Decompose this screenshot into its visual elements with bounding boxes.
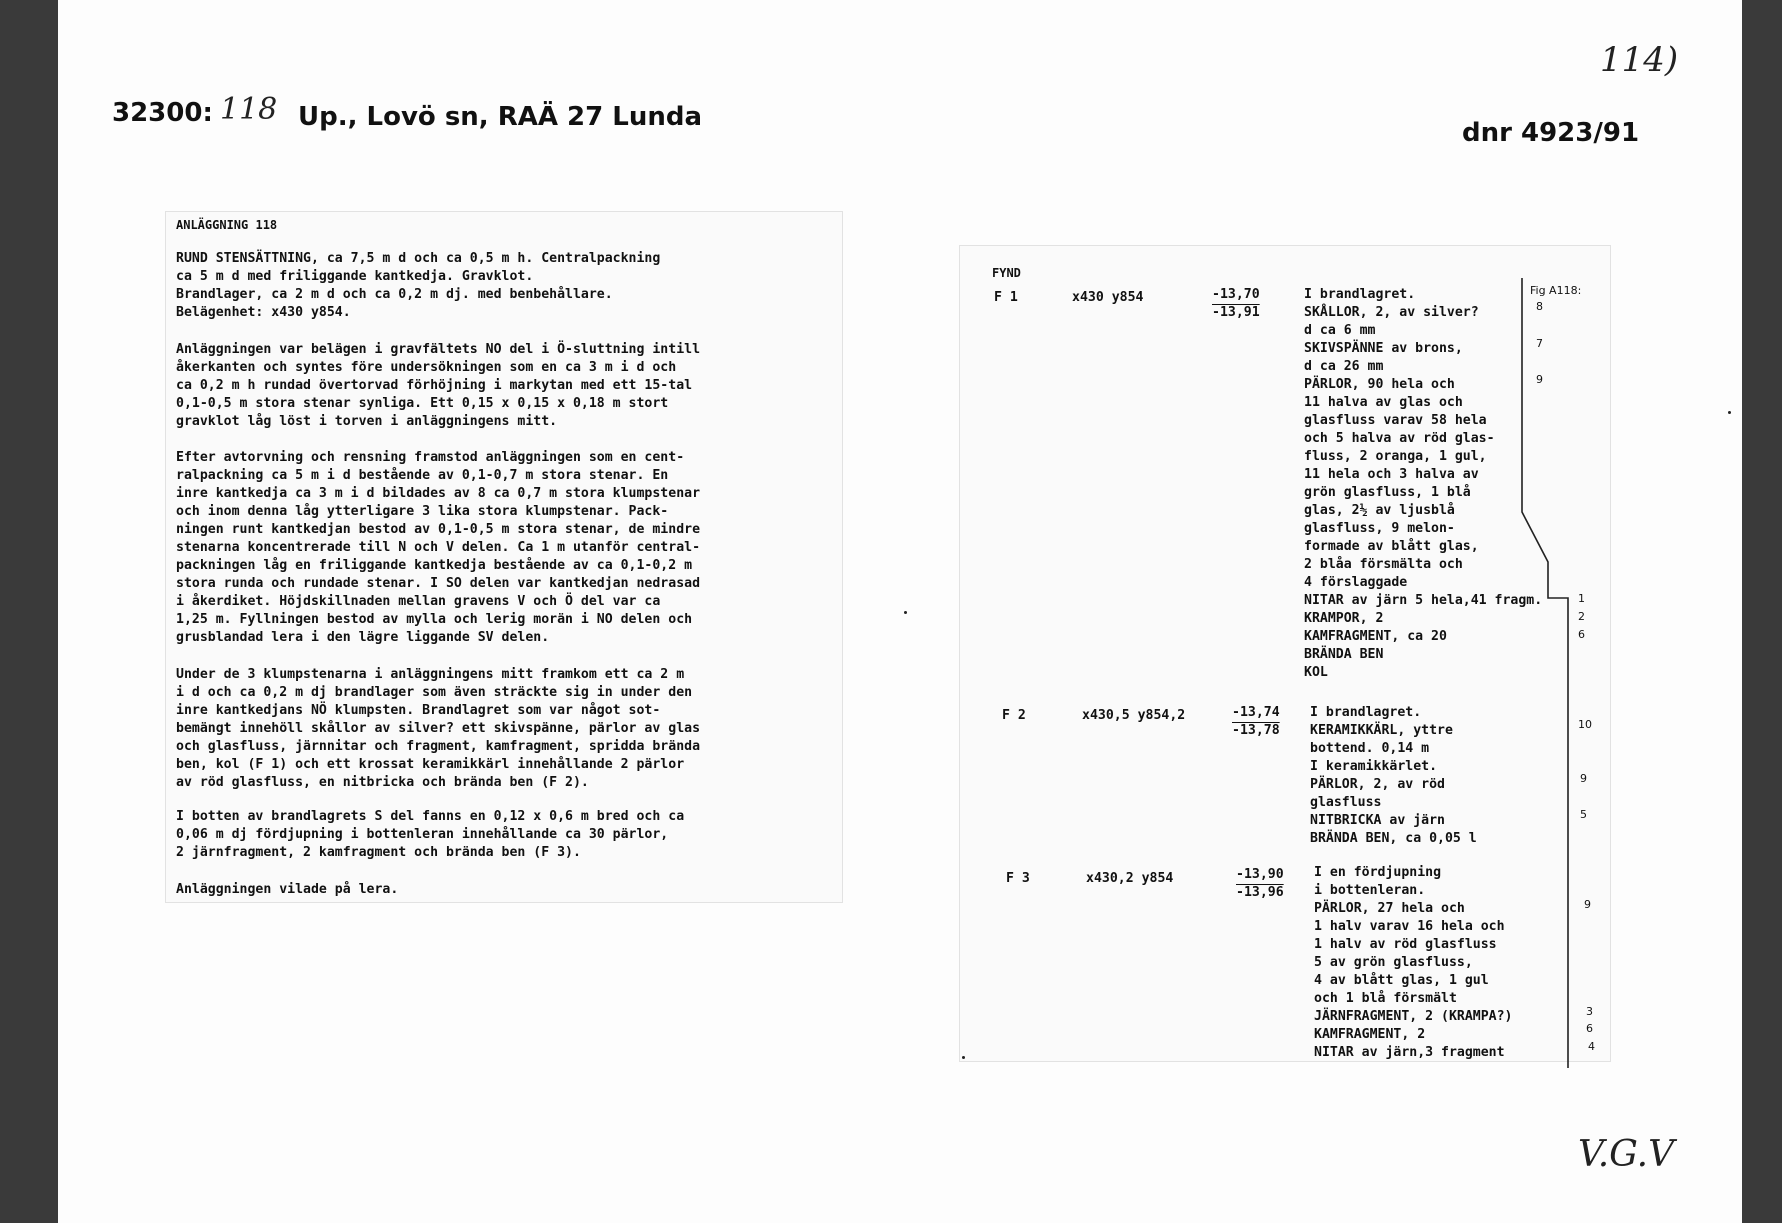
find-description: I en fördjupning i bottenleran. PÄRLOR, 27 hela och 1 halv varav 16 hela och 1 halv av röd glasfluss 5 av grön glasfluss, 4 av blått glas, 1 gul och 1 blå försmält JÄRNFRAGMENT, 2 (KRAMPA?) KAMFRAGMENT, 2 NITAR av järn,3 fragment	[1314, 865, 1513, 1060]
description-summary: RUND STENSÄTTNING, ca 7,5 m d och ca 0,5 m h. Centralpackning ca 5 m d med friliggande kantkedja. Gravklot. Brandlager, ca 2 m d och ca 0,2 m dj. med benbehållare. Belägenhet: x430 y854.	[176, 251, 661, 320]
description-location: Anläggningen var belägen i gravfältets NO del i Ö-sluttning intill åkerkanten och syntes före undersökningen som en ca 3 m i d och ca 0,2 m h rundad övertorvad förhöjning i markytan med ett 15-tal 0,1-0,5 m stora stenar synliga. Ett 0,15 x 0,15 x 0,18 m stort gravklot låg löst i torven i anläggningens mitt.	[176, 342, 701, 429]
find-coords: x430,2 y854	[1086, 871, 1174, 886]
fig-ref: 7	[1536, 337, 1543, 350]
description-burn-layer: Under de 3 klumpstenarna i anläggningens mitt framkom ett ca 2 m i d och ca 0,2 m dj brandlager som även sträckte sig in under den inre kantkedjans NÖ klumpsten. Brandlagret som var något sot- bemängt innehöll skållor av silver? ett skivspänne, pärlor av glas och glasfluss, järnnitar och fragment, kamfragment, spridda brända ben, kol (F 1) och ett krossat keramikkärl innehållande 2 pärlor av röd glasfluss, en nitbricka och brända ben (F 2).	[176, 667, 701, 790]
find-id: F 3	[1006, 871, 1030, 886]
site-location: Up., Lovö sn, RAÄ 27 Lunda	[298, 102, 703, 132]
find-description: I brandlagret. KERAMIKKÄRL, yttre bottend. 0,14 m I keramikkärlet. PÄRLOR, 2, av röd glasfluss NITBRICKA av järn BRÄNDA BEN, ca 0,05 l	[1310, 705, 1477, 846]
find-coords: x430 y854	[1072, 290, 1144, 305]
fig-ref: 1	[1578, 592, 1585, 605]
find-id: F 1	[994, 290, 1018, 305]
depth-bottom: -13,78	[1232, 723, 1280, 738]
find-id: F 2	[1002, 708, 1026, 723]
find-coords: x430,5 y854,2	[1082, 708, 1186, 723]
depth-top: -13,70	[1212, 287, 1260, 302]
fig-ref: 3	[1586, 1005, 1593, 1018]
depth-top: -13,74	[1232, 705, 1280, 720]
signature-handwritten: V.G.V	[1578, 1134, 1675, 1175]
description-base: Anläggningen vilade på lera.	[176, 882, 399, 897]
scan-speck	[1728, 411, 1731, 414]
scan-speck	[962, 1056, 965, 1059]
fig-ref: 6	[1586, 1022, 1593, 1035]
fig-column-line	[1522, 278, 1568, 1068]
fig-header: Fig A118:	[1530, 284, 1582, 297]
fig-ref: 10	[1578, 718, 1592, 731]
fig-ref: 5	[1580, 808, 1587, 821]
fig-ref: 6	[1578, 628, 1585, 641]
catalog-number: 32300:	[112, 98, 213, 128]
fig-ref: 2	[1578, 610, 1585, 623]
depth-bottom: -13,96	[1236, 885, 1284, 900]
find-description: I brandlagret. SKÅLLOR, 2, av silver? d ca 6 mm SKIVSPÄNNE av brons, d ca 26 mm PÄRLOR, 90 hela och 11 halva av glas och glasfluss varav 58 hela och 5 halva av röd glas- fluss, 2 oranga, 1 gul, 11 hela och 3 halva av grön glasfluss, 1 blå glas, 2½ av ljusblå glasfluss, 9 melon- formade av blått glas, 2 blåa försmälta och 4 förslaggade NITAR av järn 5 hela,41 fragm. KRAMPOR, 2 KAMFRAGMENT, ca 20 BRÄNDA BEN KOL	[1304, 287, 1543, 680]
dnr-number: dnr 4923/91	[1462, 118, 1640, 148]
depth-top: -13,90	[1236, 867, 1284, 882]
fig-ref: 9	[1584, 898, 1591, 911]
description-pit: I botten av brandlagrets S del fanns en 0,12 x 0,6 m bred och ca 0,06 m dj fördjupning i bottenleran innehållande ca 30 pärlor, 2 järnfragment, 2 kamfragment och brända ben (F 3).	[176, 809, 685, 860]
fig-ref: 8	[1536, 300, 1543, 313]
page-number-handwritten: 114)	[1600, 40, 1679, 80]
finds-title: FYND	[992, 266, 1021, 280]
fig-ref: 4	[1588, 1040, 1595, 1053]
fig-ref: 9	[1580, 772, 1587, 785]
feature-title: ANLÄGGNING 118	[176, 218, 278, 232]
catalog-number-handwritten: 118	[220, 92, 278, 127]
fig-ref: 9	[1536, 373, 1543, 386]
depth-bottom: -13,91	[1212, 305, 1260, 320]
description-excavation: Efter avtorvning och rensning framstod anläggningen som en cent- ralpackning ca 5 m i d bestående av 0,1-0,7 m stora stenar. En inre kantkedja ca 3 m i d bildades av 8 ca 0,7 m stora klumpstenar och inom denna låg ytterligare 3 lika stora klumpstenar. Pack- ningen runt kantkedjan bestod av 0,1-0,5 m stora stenar, de mindre stenarna koncentrerade till N och V delen. Ca 1 m utanför central- packningen låg en friliggande kantkedja bestående av ca 0,1-0,2 m stora runda och rundade stenar. I SO delen var kantkedjan nedrasad i åkerdiket. Höjdskillnaden mellan gravens V och Ö del var ca 1,25 m. Fyllningen bestod av mylla och lerig morän i NO delen och grusblandad lera i den lägre liggande SV delen.	[176, 450, 701, 645]
scan-speck	[904, 611, 907, 614]
